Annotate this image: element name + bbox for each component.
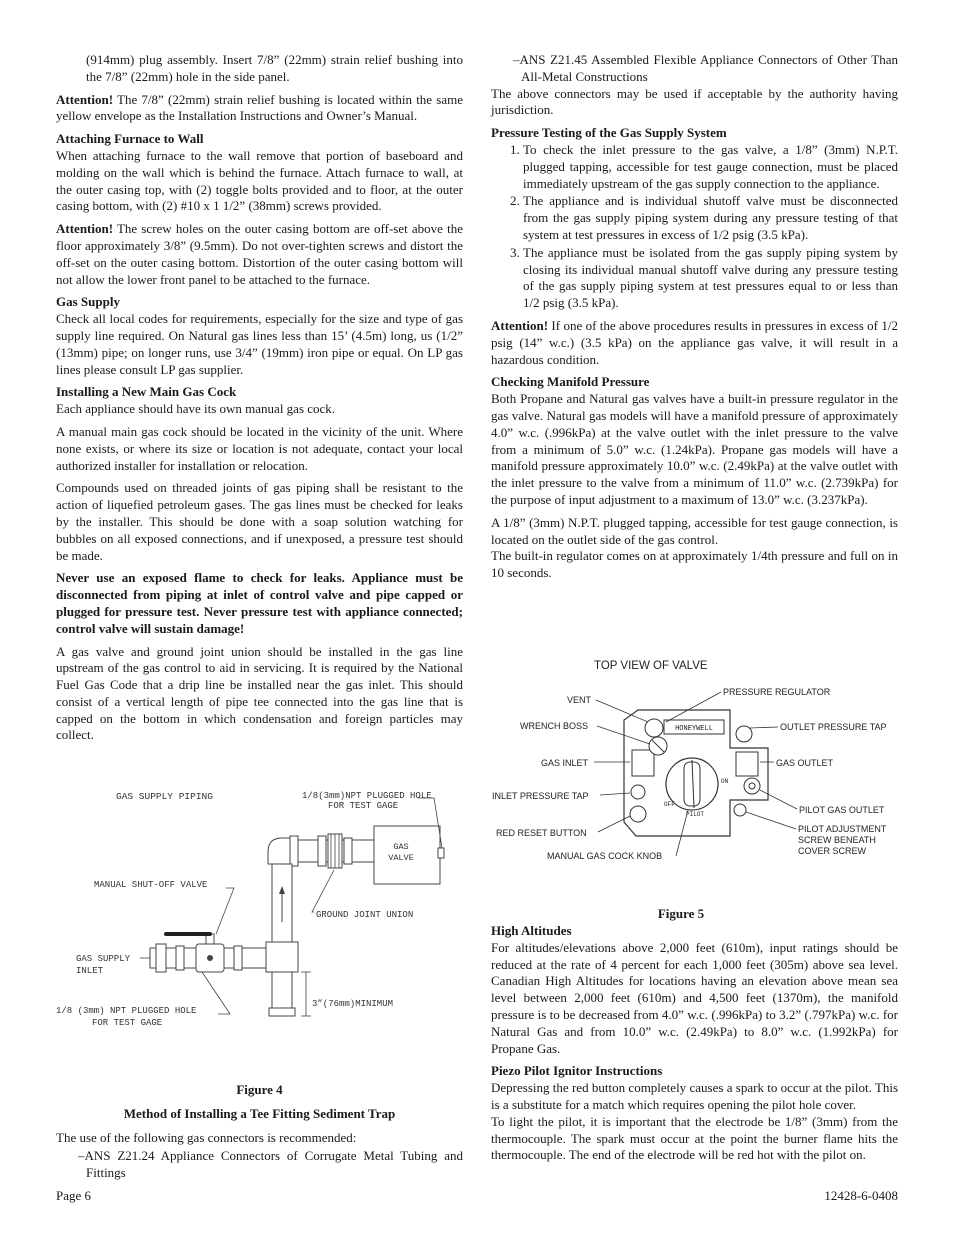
fig5-pilot-adj-l2: SCREW BENEATH bbox=[798, 835, 876, 845]
fig4-plug-bot-l1: 1/8 (3mm) NPT PLUGGED HOLE bbox=[56, 1006, 197, 1016]
page-number: Page 6 bbox=[56, 1188, 92, 1203]
continued-paragraph: (914mm) plug assembly. Insert 7/8” (22mm) strain relief bushing into the 7/8” (22mm) hole in the side panel. bbox=[86, 52, 463, 84]
figure-4-caption-num: Figure 4 bbox=[236, 1082, 283, 1097]
left-column-bottom bbox=[56, 1130, 463, 1187]
left-column bbox=[56, 52, 463, 750]
tapping-paragraph: A 1/8” (3mm) N.P.T. plugged tapping, accessible for test gauge connection, is located on the outlet side of the gas control. bbox=[491, 514, 898, 547]
figure-4-caption-text: Method of Installing a Tee Fitting Sediment Trap bbox=[123, 1106, 396, 1121]
gas-supply-paragraph: Check all local codes for requirements, especially for the size and type of gas supply line required. On Natural gas lines less than 15’ (4.5m) long, us (1/2” (13mm) pipe; on longer runs, use 3/4” (19mm) iron pipe or equal. On LP gas lines please consult LP gas supplier. bbox=[56, 311, 463, 377]
fig5-pilot-gas-outlet-label: PILOT GAS OUTLET bbox=[799, 805, 885, 815]
fig4-tee bbox=[266, 942, 298, 972]
connectors-paragraph: The use of the following gas connectors is recommended: bbox=[56, 1130, 357, 1145]
compounds-paragraph: Compounds used on threaded joints of gas piping shall be resistant to the action of liquefied petroleum gases. The gas lines must be checked for leaks by the installer. This should be done with a soap solution watching for bubbles on all exposed connections, and if unexposed, a pressure test should be made. bbox=[56, 480, 463, 563]
fig4-union-label: GROUND JOINT UNION bbox=[316, 910, 414, 920]
fig5-outlet-pressure-tap-label: OUTLET PRESSURE TAP bbox=[780, 722, 887, 732]
fig4-shutoff-label: MANUAL SHUT-OFF VALVE bbox=[94, 880, 208, 890]
fig4-minimum-label: 3”(76mm)MINIMUM bbox=[312, 999, 394, 1009]
fig4-plug-top-l1: 1/8(3mm)NPT PLUGGED HOLE bbox=[302, 791, 432, 801]
fig4-elbow bbox=[268, 838, 292, 864]
gas-cock-paragraph-1: Each appliance should have its own manual gas cock. bbox=[56, 401, 336, 417]
connector-z21-24: –ANS Z21.24 Appliance Connectors of Corrugate Metal Tubing and Fittings bbox=[78, 1147, 463, 1180]
fig5-inlet-pressure-tap-label: INLET PRESSURE TAP bbox=[492, 791, 589, 801]
fig5-reset-button bbox=[630, 806, 646, 822]
fig5-manual-knob-label: MANUAL GAS COCK KNOB bbox=[547, 851, 663, 861]
fig4-leader-union bbox=[312, 870, 334, 912]
fig5-gas-inlet-label: GAS INLET bbox=[541, 758, 589, 768]
attention-hazard: Attention! If one of the above procedures results in pressures in excess of 1/2 psig (14” w.c.) (3.5 kPa) on the appliance gas valve, it will result in a hazardous condition. bbox=[491, 317, 898, 367]
attaching-paragraph: When attaching furnace to the wall remove that portion of baseboard and molding on the wall which is behind the furnace. Attach furnace to wall, at the outer casing top, with (2) toggle bolts provided and to floor, at the outer casing bottom, with (2) #10 x 1 1/2” (38mm) screws provided. bbox=[56, 147, 463, 214]
connector-z21-45: –ANS Z21.45 Assembled Flexible Appliance Connectors of Other Than All-Metal Constructions bbox=[513, 52, 898, 84]
figure-5-diagram bbox=[488, 652, 904, 862]
gas-cock-paragraph-2: A manual main gas cock should be located in the vicinity of the unit. Where none exists, or where its size or location is not adequate, contact your local authorized installer for installation or relocation. bbox=[56, 423, 463, 473]
attention-screw-holes: Attention! The screw holes on the outer casing bottom are off-set above the floor approximately 3/8” (9.5mm). Do not over-tighten screws and distort the off-set on the outer casing bottom. Distortion of the outer casing bottom will not allow the lower front panel to be attached to the furnace. bbox=[56, 221, 463, 287]
fig5-pilot-adj-screw bbox=[734, 804, 746, 816]
pressure-step: 1. To check the inlet pressure to the gas valve, a 1/8” (3mm) N.P.T. plugged tapping, accessible for test gauge connection, must be placed immediately upstream of the gas supply connection to the appliance. bbox=[523, 142, 898, 192]
fig5-pilot-adj-l1: PILOT ADJUSTMENT bbox=[798, 824, 887, 834]
fig5-inlet-tap bbox=[631, 785, 645, 799]
high-altitudes-paragraph: For altitudes/elevations above 2,000 feet (610m), input ratings should be reduced at the rate of 4 percent for each 1,000 feet (305m) above sea level. Canadian High Altitudes for locations having an elevation above mean sea level between 2,000 feet (610m) and 4,500 feet (1370m), the manifold pressure is to be decreased from 4.0” w.c. (.996kPa) to 3.2” (.797kPa) w.c. for Natural Gas and from 10.0” w.c. (2.49kPa) to 8.0” w.c. (1.992kPa) for Propane Gas. bbox=[491, 939, 898, 1056]
fig5-red-reset-label: RED RESET BUTTON bbox=[496, 828, 587, 838]
heading-piezo: Piezo Pilot Ignitor Instructions bbox=[491, 1063, 663, 1079]
attention-bushing: Attention! The 7/8” (22mm) strain relief bushing is located within the same yellow envelope as the Installation Instructions and Owner’s Manual. bbox=[56, 91, 463, 124]
document-number: 12428-6-0408 bbox=[824, 1188, 898, 1203]
fig4-elbow-collar bbox=[290, 836, 298, 866]
fig4-valve-plug bbox=[438, 848, 444, 858]
heading-high-altitudes: High Altitudes bbox=[491, 923, 572, 938]
fig4-leader-plug-bot bbox=[202, 972, 230, 1014]
fig5-title: TOP VIEW OF VALVE bbox=[594, 660, 708, 672]
connectors-accept: The above connectors may be used if acceptable by the authority having jurisdiction. bbox=[491, 85, 898, 118]
regulator-paragraph: The built-in regulator comes on at approximately 1/4th pressure and full on in 10 seconds. bbox=[491, 548, 898, 581]
fig4-inlet-l2: INLET bbox=[76, 966, 104, 976]
fig5-gas-outlet-label: GAS OUTLET bbox=[776, 758, 834, 768]
fig4-gas-valve-l2: VALVE bbox=[388, 853, 414, 863]
fig5-outlet-tap bbox=[736, 726, 752, 742]
fig5-vent-label: VENT bbox=[567, 695, 592, 705]
heading-attaching-furnace: Attaching Furnace to Wall bbox=[56, 131, 204, 147]
flame-warning: Never use an exposed flame to check for leaks. Appliance must be disconnected from piping at inlet of control valve and pipe capped or plugged for pressure test. Never pressure test with appliance connected; control valve will sustain damage! bbox=[56, 570, 463, 636]
fig4-union-3 bbox=[344, 838, 352, 864]
pressure-step: 2. The appliance and is individual shutoff valve must be disconnected from the gas supply piping system during any pressure testing of that system at test pressures in excess of 1/2 psig (3.5 kPa). bbox=[523, 193, 898, 243]
fig4-leader-shutoff bbox=[216, 888, 234, 934]
heading-gas-cock: Installing a New Main Gas Cock bbox=[56, 384, 237, 400]
manifold-paragraph: Both Propane and Natural gas valves have a built-in pressure regulator in the gas valve. Natural gas models will have a manifold pressure of approximately 4.0” w.c. (.996kPa) at the valve outlet with the inlet pressure to the valve from a minimum of 5.0” w.c. (1.24kPa). Propane gas models will have a manifold pressure approximately 10.0” w.c. (2.49kPa) at the valve outlet with the inlet pressure to the valve from a minimum of 11.0” w.c. (2.739kPa) for the purpose of input adjustment to a maximum of 13.0” w.c. (3.237kPa). bbox=[491, 391, 898, 507]
fig5-pressure-regulator-label: PRESSURE REGULATOR bbox=[723, 687, 831, 697]
fig5-inlet-port bbox=[632, 750, 654, 776]
fig4-plug-bot-l2: FOR TEST GAGE bbox=[92, 1018, 163, 1028]
fig4-drip-leg bbox=[272, 972, 292, 1008]
fig5-knob-pilot: PILOT bbox=[686, 811, 705, 818]
figure-5-caption: Figure 5 bbox=[657, 906, 705, 921]
fig4-union-1 bbox=[318, 836, 326, 866]
piezo-paragraph-2: To light the pilot, it is important that the electrode be 1/8” (3mm) from the thermocouple. The spark must occur at the point the burner flame hits the thermocouple. The end of the electrode will be red hot with the pilot on. bbox=[491, 1113, 898, 1163]
fig4-drip-cap bbox=[269, 1008, 295, 1016]
fig5-brand-text: HONEYWELL bbox=[675, 725, 713, 733]
gas-valve-paragraph: A gas valve and ground joint union should be installed in the gas line upstream of the gas control to aid in servicing. It is required by the National Fuel Gas Code that a drip line be installed near the gas inlet. This should consist of a vertical length of pipe tee connected into the gas line that is capped on the bottom in which condensation and foreign particles may collect. bbox=[56, 643, 463, 743]
pressure-step: 3. The appliance must be isolated from the gas supply piping system by closing its individual manual shutoff valve during any pressure testing of the gas supply piping system at test pressures equal to or less than 1/2 psig (3.5 kPa). bbox=[523, 245, 898, 312]
fig4-title: GAS SUPPLY PIPING bbox=[116, 791, 213, 802]
heading-gas-supply: Gas Supply bbox=[56, 294, 120, 310]
heading-pressure-testing: Pressure Testing of the Gas Supply System bbox=[491, 125, 727, 141]
fig5-outlet-port bbox=[736, 752, 758, 776]
fig5-knob-off: OFF bbox=[664, 801, 675, 808]
fig5-wrench-boss-label: WRENCH BOSS bbox=[520, 721, 589, 731]
fig4-inlet-l1: GAS SUPPLY bbox=[76, 954, 131, 964]
piezo-paragraph-1: Depressing the red button completely causes a spark to occur at the pilot. This is a substitute for a match which requires opening the pilot hole cover. bbox=[491, 1080, 898, 1112]
heading-manifold: Checking Manifold Pressure bbox=[491, 374, 650, 390]
pressure-steps bbox=[491, 142, 898, 312]
fig4-gas-valve-l1: GAS bbox=[393, 842, 409, 852]
right-column-bottom bbox=[491, 923, 898, 1170]
right-column bbox=[491, 52, 898, 588]
fig4-plug-top-l2: FOR TEST GAGE bbox=[328, 801, 399, 811]
fig5-knob-on: ON bbox=[721, 778, 729, 785]
fig5-pilot-adj-l3: COVER SCREW bbox=[798, 846, 867, 856]
figure-4-diagram bbox=[56, 782, 466, 1062]
